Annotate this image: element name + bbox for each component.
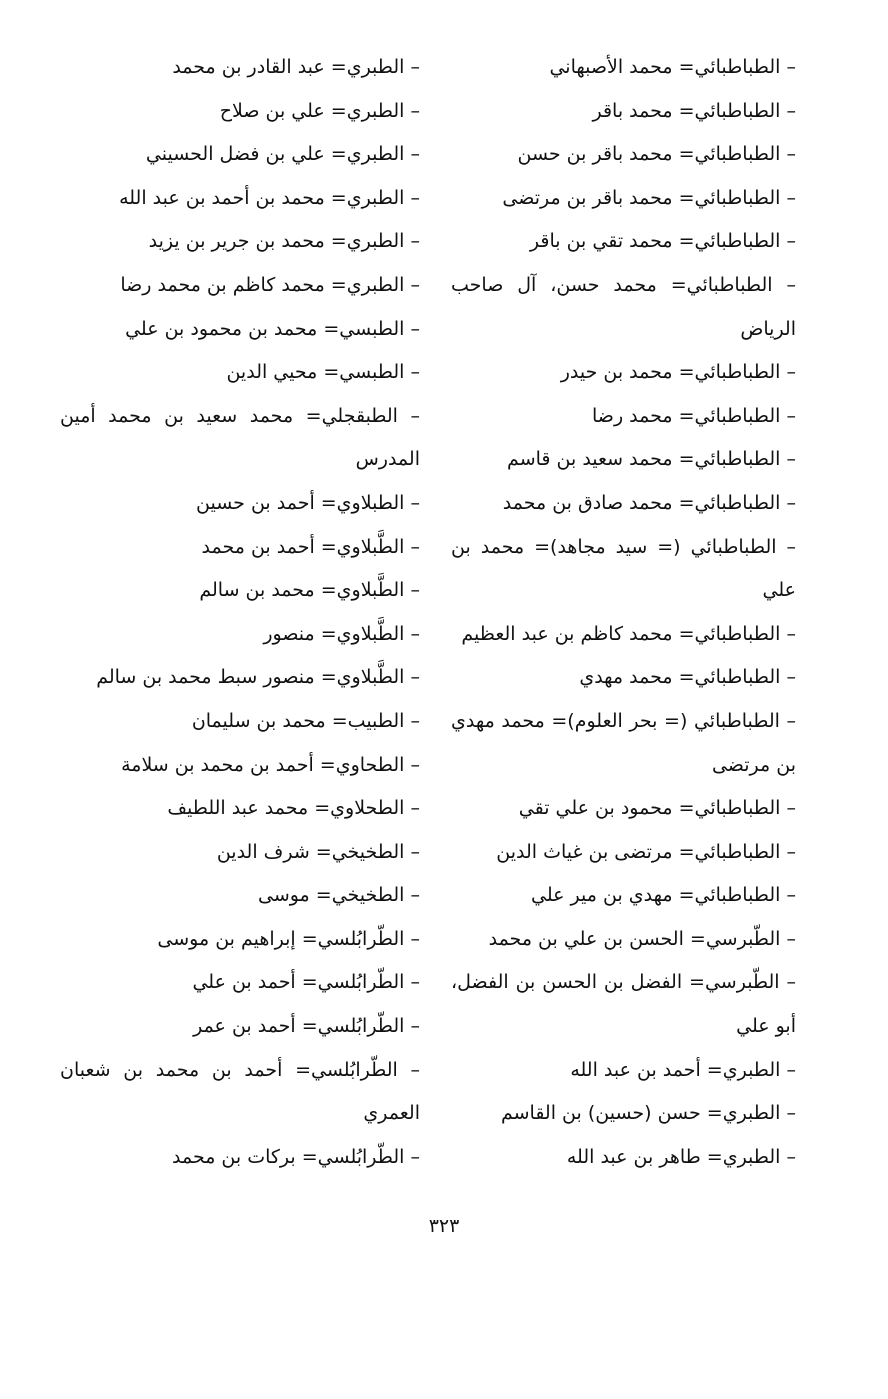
index-entry: – الطبلاوي= أحمد بن حسين (196, 491, 420, 514)
index-entry: – الطَّبلاوي= محمد بن سالم (199, 579, 420, 602)
index-entry: – الطّبرسي= الحسن بن علي بن محمد (488, 927, 796, 950)
index-entry: – الطباطبائي= محمد تقي بن باقر (529, 230, 796, 253)
index-entry: – الطباطبائي= محمد الأصبهاني (549, 56, 796, 78)
index-entry: – الطباطبائي= مهدي بن مير علي (531, 884, 796, 907)
index-entry: – الطبري= حسن (حسين) بن القاسم (500, 1102, 796, 1125)
index-entry: – الطبري= عبد القادر بن محمد (172, 56, 420, 78)
index-entry: – الطبقجلي= محمد سعيد بن محمد أمين المدرس (60, 404, 420, 471)
index-entry: – الطباطبائي= محمد صادق بن محمد (502, 491, 796, 514)
index-entry: – الطَّبلاوي= منصور سبط محمد بن سالم (96, 666, 420, 689)
index-entry: – الطّرابُلسي= بركات بن محمد (171, 1145, 420, 1168)
index-entry: – الطخيخي= شرف الدين (216, 840, 420, 863)
index-entry: – الطّرابُلسي= أحمد بن عمر (193, 1015, 420, 1038)
index-entry: – الطّرابُلسي= إبراهيم بن موسى (157, 927, 420, 950)
index-entry: – الطبري= علي بن فضل الحسيني (145, 143, 420, 166)
index-entry: – الطَّبلاوي= أحمد بن محمد (201, 535, 420, 558)
index-entry: – الطَّبلاوي= منصور (263, 622, 420, 645)
index-column-left (60, 46, 420, 1179)
index-entry: – الطبسي= محيي الدين (226, 361, 420, 384)
index-entry: – الطباطبائي= محمد سعيد بن قاسم (507, 448, 796, 471)
index-entry: – الطباطبائي= محمد باقر بن حسن (517, 143, 796, 166)
index-entry: – الطحاوي= أحمد بن محمد بن سلامة (121, 753, 420, 776)
index-entry: – الطباطبائي= محمد مهدي (579, 666, 796, 689)
index-entry: – الطبري= محمد كاظم بن محمد رضا (120, 273, 420, 296)
index-entry: – الطبري= أحمد بن عبد الله (570, 1058, 796, 1081)
index-entry: – الطّبرسي= الفضل بن الحسن بن الفضل، أبو علي (451, 971, 796, 1038)
index-entry: – الطباطبائي= مرتضى بن غياث الدين (496, 840, 796, 863)
index-entry: – الطباطبائي= محمد رضا (592, 404, 796, 427)
index-entry: – الطباطبائي (= بحر العلوم)= محمد مهدي بن مرتضى (451, 709, 796, 776)
index-entry: – الطباطبائي (= سيد مجاهد)= محمد بن علي (451, 535, 796, 602)
index-entry: – الطبري= طاهر بن عبد الله (566, 1145, 796, 1168)
index-entry: – الطباطبائي= محمود بن علي تقي (518, 797, 796, 820)
index-entry: – الطباطبائي= محمد بن حيدر (560, 361, 796, 384)
index-entry: – الطّرابُلسي= أحمد بن علي (192, 971, 420, 994)
index-column-right (451, 46, 796, 1179)
index-entry: – الطباطبائي= محمد باقر (592, 99, 796, 122)
index-entry: – الطّرابُلسي= أحمد بن محمد بن شعبان العمري (60, 1058, 420, 1125)
index-entry: – الطباطبائي= محمد حسن، آل صاحب الرياض (451, 273, 796, 340)
index-entry: – الطخيخي= موسى (257, 884, 420, 907)
index-entry: – الطبري= محمد بن جرير بن يزيد (148, 230, 420, 253)
index-entry: – الطباطبائي= محمد باقر بن مرتضى (502, 186, 796, 209)
index-entry: – الطبيب= محمد بن سليمان (191, 709, 420, 732)
index-entry: – الطبري= علي بن صلاح (219, 99, 420, 122)
index-entry: – الطبسي= محمد بن محمود بن علي (125, 317, 420, 340)
index-entry: – الطبري= محمد بن أحمد بن عبد الله (119, 186, 420, 209)
page-number: ٣٢٣ (428, 1215, 460, 1237)
index-entry: – الطباطبائي= محمد كاظم بن عبد العظيم (461, 622, 796, 645)
index-entry: – الطحلاوي= محمد عبد اللطيف (167, 797, 420, 820)
